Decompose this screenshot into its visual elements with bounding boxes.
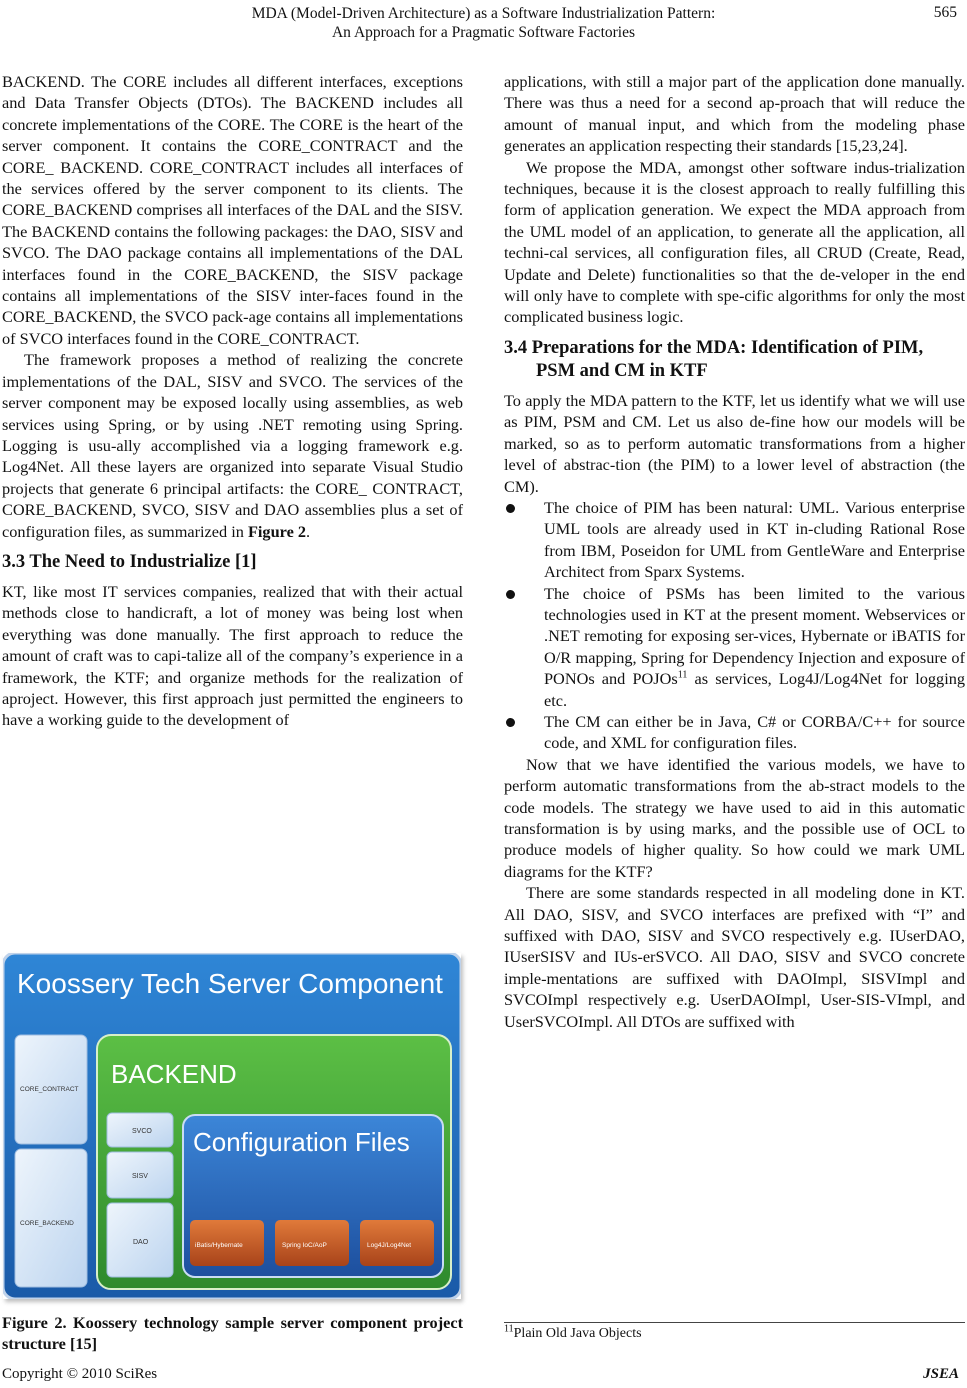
page-number: 565 [933, 4, 957, 21]
figure-ref: Figure 2 [247, 521, 307, 541]
paragraph: BACKEND. The CORE includes all different interfaces, exceptions and Data Transfer Objects (DTOs). The BACKEND includes all concrete implementations of the CORE. The CORE is the heart of the server component. It contains the CORE_CONTRACT and the CORE_ BACKEND. CORE_CONTRACT includes all interfaces of the services offered by the server component to its clients. The CORE_BACKEND comprises all interfaces of the DAL and the SISV. The BACKEND contains the following packages: the DAO, SISV and SVCO. The DAO package contains all implementations of the DAL interfaces found in the CORE_BACKEND, the SISV package contains all implementations of the SISV inter-faces found in the CORE_BACKEND, the SVCO pack-age contains all implementations of SVCO interfaces found in the CORE_CONTRACT. [2, 72, 463, 348]
paragraph-text: The framework proposes a method of realizing the concrete implementations of the DAL, SISV and SVCO. The services of the server component may be exposed locally using assemblies, as web services using Spring, or by using .NET remoting using Spring. Logging is usu-ally accomplished via a logging framework e.g. Log4Net. All these layers are organized into separate Visual Studio projects that generate 6 principal artifacts: the CORE_ CONTRACT, CORE_BACKEND, SVCO, SISV and DAO assemblies plus a set of configuration files, as summarized in [2, 350, 463, 541]
diagram-title: Koossery Tech Server Component [17, 968, 443, 999]
list-item: The CM can either be in Java, C# or CORBA/C++ for source code, and XML for configuration files. [504, 711, 965, 754]
figure-caption: Figure 2. Koossery technology sample server component project structure [15] [2, 1313, 463, 1353]
header-line-2: An Approach for a Pragmatic Software Factories [331, 24, 635, 41]
paragraph: To apply the MDA pattern to the KTF, let us identify what we will use as PIM, PSM and CM. Let us also de-fine how our models will be marked, so as to perform automatic transformations from a higher level of abstrac-tion (the PIM) to a lower level of abstraction (the CM). [504, 390, 965, 496]
log4j-label: Log4J/Log4Net [367, 1242, 412, 1249]
figure-2-diagram [3, 953, 461, 1299]
journal-name: JSEA [923, 1366, 959, 1382]
list-item [504, 583, 965, 711]
list-item-text: The choice of PSMs has been limited to the various technologies used in KT at the present moment. Webservices or .NET remoting for exposing ser-vices, Hybernate or iBATIS for O/R mapping, Spring for Dependency Injection and exposure of PONOs and POJOs [544, 583, 965, 689]
core-backend-label: CORE_BACKEND [20, 1220, 74, 1227]
right-column [504, 71, 965, 1032]
section-heading: 3.3 The Need to Industrialize [1] [2, 551, 257, 572]
footnote-number: 11 [504, 1323, 514, 1335]
backend-label: BACKEND [111, 1059, 237, 1089]
core-backend-box [15, 1149, 87, 1287]
paragraph: KT, like most IT services companies, realized that with their actual methods close to handicraft, a lot of money was being lost when everything was done manually. The first approach to reduce the amount of craft was to capi-talize all of the company’s experience in a framework, the KTF; and organize methods for the realization of aproject. However, this first approach just permitted the engineers to have a working guide to the development of [2, 581, 463, 730]
paragraph [2, 349, 463, 542]
config-label: Configuration Files [193, 1127, 410, 1157]
section-heading: 3.4 Preparations for the MDA: Identification of PIM, PSM and CM in KTF [504, 337, 924, 381]
bullet-list [504, 497, 965, 754]
dao-label: DAO [133, 1239, 149, 1246]
paragraph: We propose the MDA, amongst other software indus-trialization techniques, because it is the closest approach to really fulfilling this form of application generation. We expect the MDA approach from the UML model of an application, to generate all the application, all techni-cal services, all configuration files, all CRUD (Create, Read, Update and Delete) functionalities so that the de-veloper in the end will only have to complete with spe-cific algorithms for only the most complicated business logic. [504, 157, 965, 327]
footnote-divider [504, 1322, 965, 1323]
paragraph: There are some standards respected in all modeling done in KT. All DAO, SISV, and SVCO interfaces are prefixed with “I” and suffixed with DAO, SISV and SVCO respectively e.g. IUserDAO, IUserSISV and IUs-erSVCO. All DAO, SISV and SVCO concrete imple-mentations are suffixed with DAOImpl, SISVImpl and SVCOImpl respectively e.g. UserDAOImpl, User-SIS-VImpl, and UserSVCOImpl. All DTOs are suffixed with [504, 883, 965, 1031]
list-item-text: as services, Log4J/Log4Net for logging etc. [544, 669, 965, 710]
ibatis-label: iBatis/Hybernate [195, 1242, 243, 1249]
footnote-text: Plain Old Java Objects [513, 1326, 642, 1341]
copyright: Copyright © 2010 SciRes [2, 1366, 158, 1382]
paragraph: applications, with still a major part of the application done manually. There was thus a need for a second ap-proach that will reduce the amount of manual input, and which from the modeling phase generates an application respecting their standards [15,23,24]. [504, 72, 965, 156]
list-item: The choice of PIM has been natural: UML. Various enterprise UML tools are already used in KT in-cluding Rational Rose from IBM, Poseidon for UML from GentleWare and Enterprise Architect from Sparx Systems. [504, 497, 965, 583]
server-component-diagram [3, 953, 461, 1299]
footnote [504, 1323, 642, 1342]
spring-label: Spring IoC/AoP [282, 1242, 327, 1249]
running-header [0, 4, 967, 42]
svco-label: SVCO [132, 1128, 152, 1135]
paragraph: Now that we have identified the various models, we have to perform automatic transformations from the ab-stract models to the code models. The strategy we have used to aid in this automatic transformation is by using marks, and the possible use of OCL to produce models of higher quality. So how could we mark UML diagrams for the KTF? [504, 754, 965, 881]
core-contract-label: CORE_CONTRACT [20, 1086, 79, 1093]
footnote-marker: 11 [677, 669, 688, 681]
paragraph-end: . [306, 521, 311, 541]
header-line-1: MDA (Model-Driven Architecture) as a Software Industrialization Pattern: [251, 5, 716, 22]
sisv-label: SISV [132, 1173, 148, 1180]
left-column [2, 71, 463, 731]
